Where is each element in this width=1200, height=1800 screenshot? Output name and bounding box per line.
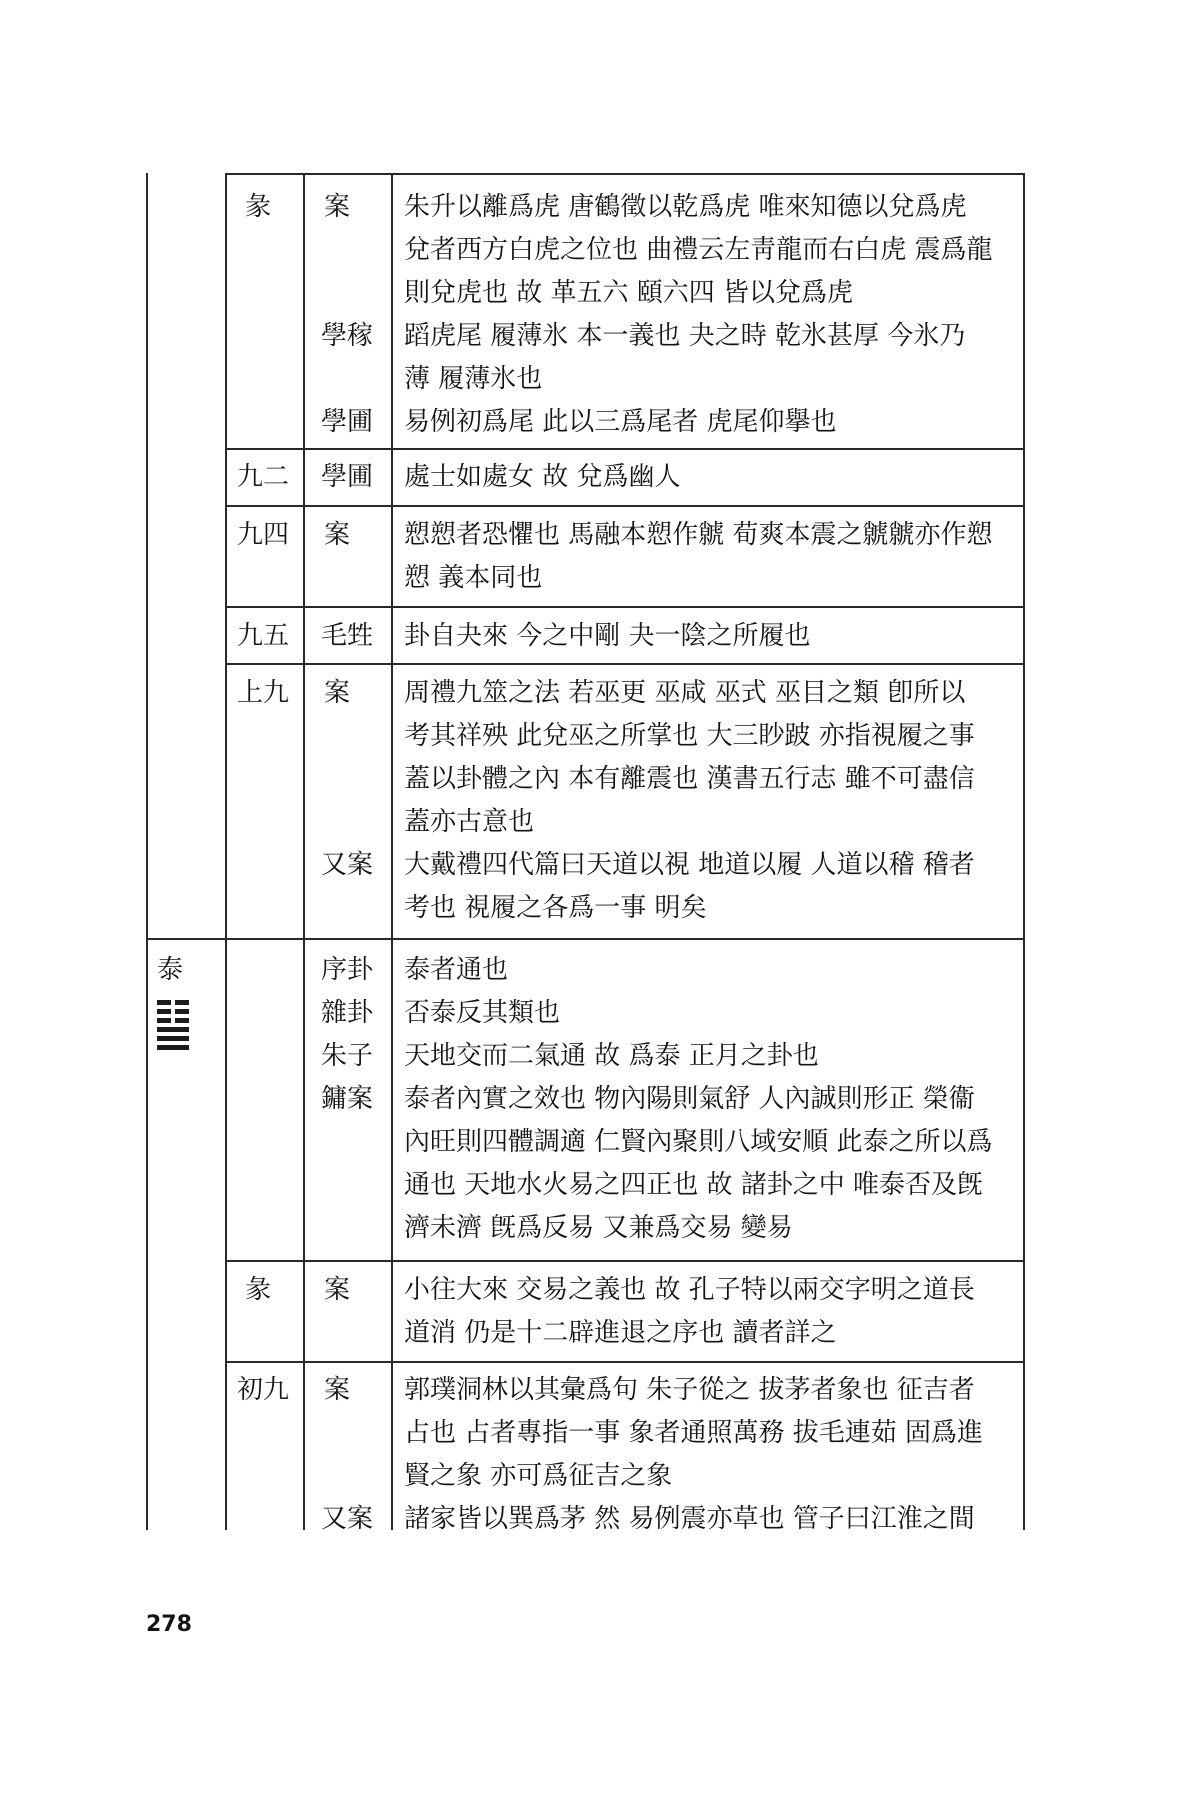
- note-tag: 案: [324, 678, 351, 708]
- note-text-line: 朱升以離爲虎 唐鶴徵以乾爲虎 唯來知德以兌爲虎: [404, 192, 967, 222]
- note-text-line: 濟未濟 旣爲反易 又兼爲交易 變易: [404, 1213, 793, 1243]
- row-rule: [225, 505, 1025, 507]
- note-text-line: 兌者西方白虎之位也 曲禮云左靑龍而右白虎 震爲龍: [404, 235, 993, 265]
- note-text-line: 考也 視履之各爲一事 明矣: [404, 893, 707, 923]
- note-text-line: 卦自夬來 今之中剛 夬一陰之所履也: [404, 621, 811, 651]
- note-text-line: 道消 仍是十二辟進退之序也 讀者詳之: [404, 1318, 837, 1348]
- note-tag: 序卦: [321, 955, 374, 985]
- note-text-line: 通也 天地水火易之四正也 故 諸卦之中 唯泰否及旣: [404, 1170, 984, 1200]
- note-tag: 朱子: [321, 1041, 374, 1071]
- note-tag: 毛甡: [321, 621, 374, 651]
- line-label: 九二: [237, 462, 290, 492]
- note-text-line: 泰者內實之效也 物內陽則氣舒 人內誠則形正 榮衞: [404, 1084, 975, 1114]
- note-tag: 又案: [321, 850, 374, 880]
- note-tag: 鏞案: [321, 1084, 374, 1114]
- line-column-rule: [225, 173, 227, 1530]
- row-rule: [225, 663, 1025, 665]
- note-tag: 學稼: [321, 321, 374, 351]
- note-text-line: 易例初爲尾 此以三爲尾者 虎尾仰擧也: [404, 407, 837, 437]
- line-label: 上九: [237, 678, 290, 708]
- note-tag: 學圃: [321, 407, 374, 437]
- note-tag: 案: [324, 1375, 351, 1405]
- tai-hexagram-icon: [157, 1000, 189, 1054]
- note-text-line: 薄 履薄氷也: [404, 364, 543, 394]
- note-tag: 雜卦: [321, 998, 374, 1028]
- note-text-line: 周禮九筮之法 若巫更 巫咸 巫式 巫目之類 卽所以: [404, 678, 966, 708]
- note-text-line: 泰者通也: [404, 955, 509, 985]
- outer-left-rule: [146, 173, 148, 1530]
- line-label: 初九: [237, 1375, 290, 1405]
- note-text-line: 大戴禮四代篇曰天道以視 地道以履 人道以稽 稽者: [404, 850, 975, 880]
- line-label: 彖: [245, 1275, 272, 1305]
- tag-column-rule: [303, 173, 305, 1530]
- note-text-line: 郭璞洞林以其彙爲句 朱子從之 拔茅者象也 征吉者: [404, 1375, 975, 1405]
- note-text-line: 處士如處女 故 兌爲幽人: [404, 462, 681, 492]
- top-rule: [225, 173, 1025, 175]
- note-tag: 案: [324, 520, 351, 550]
- note-text-line: 則兌虎也 故 革五六 頤六四 皆以兌爲虎: [404, 278, 854, 308]
- note-tag: 學圃: [321, 462, 374, 492]
- hexagram-name: 泰: [157, 955, 184, 985]
- note-text-line: 天地交而二氣通 故 爲泰 正月之卦也: [404, 1041, 819, 1071]
- page-number: 278: [146, 1612, 192, 1637]
- line-label: 九四: [237, 520, 290, 550]
- line-label: 九五: [237, 621, 290, 651]
- note-text-line: 內旺則四體調適 仁賢內聚則八域安順 此泰之所以爲: [404, 1127, 993, 1157]
- text-column-rule: [391, 173, 393, 1530]
- note-text-line: 蓋以卦體之內 本有離震也 漢書五行志 雖不可盡信: [404, 764, 975, 794]
- note-text-line: 考其祥殃 此兌巫之所掌也 大三眇跛 亦指視履之事: [404, 721, 975, 751]
- note-tag: 案: [324, 192, 351, 222]
- row-rule: [225, 1361, 1025, 1363]
- note-text-line: 蹈虎尾 履薄氷 本一義也 夬之時 乾氷甚厚 今氷乃: [404, 321, 966, 351]
- note-text-line: 蓋亦古意也: [404, 807, 535, 837]
- note-text-line: 賢之象 亦可爲征吉之象: [404, 1461, 673, 1491]
- note-tag: 案: [324, 1275, 351, 1305]
- row-rule: [225, 1260, 1025, 1262]
- note-text-line: 占也 占者專指一事 象者通照萬務 拔毛連茹 固爲進: [404, 1418, 984, 1448]
- right-rule: [1023, 173, 1025, 1530]
- line-label: 彖: [245, 192, 272, 222]
- row-rule: [225, 448, 1025, 450]
- section-rule: [146, 938, 1025, 940]
- note-text-line: 諸家皆以巽爲茅 然 易例震亦草也 管子曰江淮之間: [404, 1504, 975, 1534]
- note-text-line: 小往大來 交易之義也 故 孔子特以兩交字明之道長: [404, 1275, 975, 1305]
- note-tag: 又案: [321, 1504, 374, 1534]
- note-text-line: 愬 義本同也: [404, 563, 543, 593]
- note-text-line: 愬愬者恐懼也 馬融本愬作虩 荀爽本震之虩虩亦作愬: [404, 520, 993, 550]
- note-text-line: 否泰反其類也: [404, 998, 561, 1028]
- row-rule: [225, 606, 1025, 608]
